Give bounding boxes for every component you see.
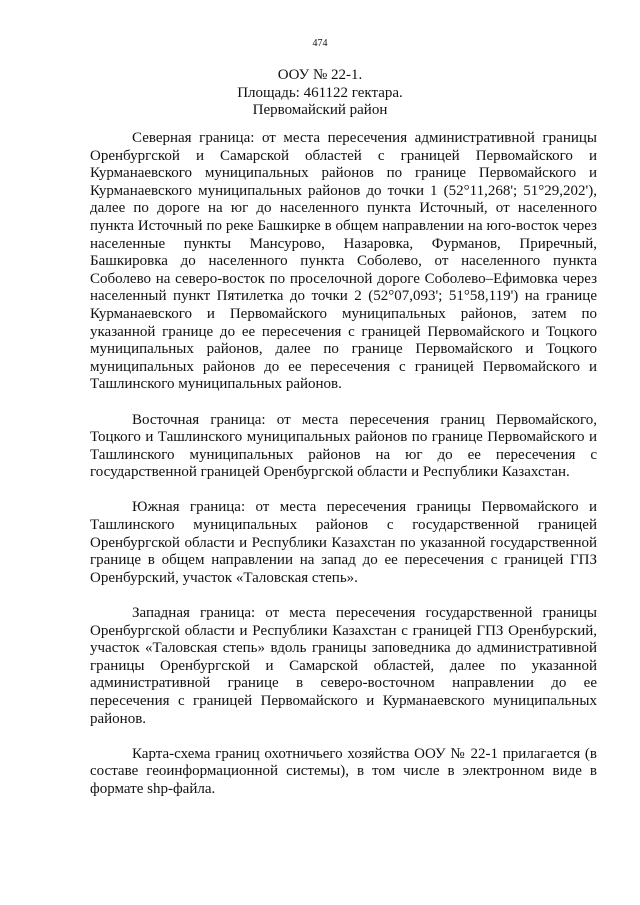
area-line: Площадь: 461122 гектара. (237, 84, 403, 101)
page-number: 474 (312, 38, 328, 49)
paragraph-map-note: Карта-схема границ охотничьего хозяйства ООУ № 22-1 прилагается (в составе геоинформационной системы), в том числе в электронном виде в формате shp-файла. (90, 745, 597, 797)
paragraph-northern-boundary: Северная граница: от места пересечения административной границы Оренбургской и Самарской областей с границей Первомайского и Курманаевского муниципальных районов по границе Первомайского и Курманаевского муниципальных районов до точки 1 (52°11,268'; 51°29,202'), далее по дороге на юг до населенного пункта Источный, от населенного пункта Источный по реке Башкирке в общем направлении на юго-восток через населенные пункты Мансурово, Назаровка, Фурманов, Приречный, Башкировка до населенного пункта Соболево, от населенного пункта Соболево на северо-восток по проселочной дороге Соболево–Ефимовка через населенный пункт Пятилетка до точки 2 (52°07,093'; 51°58,119') на границе Курманаевского и Первомайского муниципальных районов, затем по указанной границе до ее пересечения с границей Первомайского и Тоцкого муниципальных районов, далее по границе Первомайского и Тоцкого муниципальных районов до ее пересечения с границей Первомайского и Ташлинского муниципальных районов. (90, 130, 597, 393)
district-line: Первомайский район (252, 102, 388, 118)
paragraph-eastern-boundary: Восточная граница: от места пересечения границ Первомайского, Тоцкого и Ташлинского муниципальных районов по границе Первомайского и Ташлинского муниципальных районов на юг до ее пересечения с государственной границей Оренбургской области и Республики Казахстан. (90, 411, 597, 481)
document-body (90, 130, 597, 816)
paragraph-western-boundary: Западная граница: от места пересечения государственной границы Оренбургской области и Республики Казахстан с границей ГПЗ Оренбурский, участок «Таловская степь» вдоль границы заповедника до административной границы Оренбургской и Самарской областей, далее по указанной административной границе в северо-восточном направлении до ее пересечения с границей Первомайского и Курманаевского муниципальных районов. (90, 605, 597, 727)
hunting-ground-title: ООУ № 22-1. (277, 67, 363, 83)
document-header (0, 67, 640, 120)
paragraph-southern-boundary: Южная граница: от места пересечения границы Первомайского и Ташлинского муниципальных районов с государственной границей Оренбургской области и Республики Казахстан по указанной государственной границе в общем направлении на запад до ее пересечения с границей ГПЗ Оренбурский, участок «Таловская степь». (90, 499, 597, 586)
